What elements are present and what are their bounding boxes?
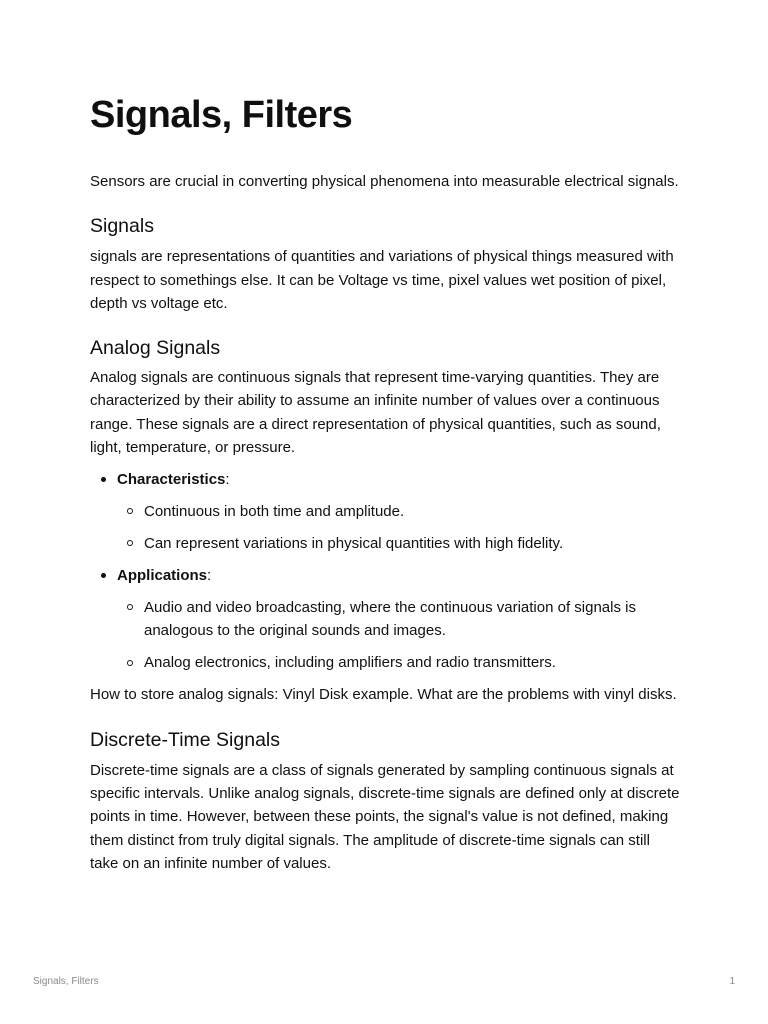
bullet-icon — [101, 477, 106, 482]
list-item-text: Can represent variations in physical quantities with high fidelity. — [144, 534, 564, 552]
footer-doc-name: Signals, Filters — [33, 976, 99, 987]
label-colon: : — [207, 567, 212, 585]
list-item — [117, 532, 680, 555]
list-item — [117, 651, 680, 674]
page-title: Signals, Filters — [90, 94, 353, 136]
hollow-bullet-icon — [127, 604, 133, 610]
list-item-applications — [90, 564, 680, 674]
hollow-bullet-icon — [127, 540, 133, 546]
list-item-characteristics — [90, 468, 680, 555]
discrete-time-heading: Discrete-Time Signals — [90, 728, 280, 751]
list-item-text: Audio and video broadcasting, where the continuous variation of signals is analogous to the original sounds and images. — [144, 598, 636, 639]
bullet-icon — [101, 573, 106, 578]
list-item-text: Analog electronics, including amplifiers and radio transmitters. — [144, 654, 556, 672]
document-page — [90, 0, 680, 1024]
characteristics-sublist — [117, 500, 680, 556]
signals-paragraph: signals are representations of quantities and variations of physical things measured with respect to somethings else. It can be Voltage vs time, pixel values wet position of pixel, depth vs voltage etc. — [90, 248, 674, 312]
analog-signals-list — [90, 468, 680, 674]
discrete-time-paragraph: Discrete-time signals are a class of signals generated by sampling continuous signals at specific intervals. Unlike analog signals, discrete-time signals are defined only at discrete points in time. However, between these points, the signal's value is not defined, making them distinct from truly digital signals. The amplitude of discrete-time signals can still take on an infinite number of values. — [90, 761, 680, 872]
signals-heading: Signals — [90, 215, 154, 238]
list-item — [117, 596, 680, 643]
applications-sublist — [117, 596, 680, 675]
analog-signals-heading: Analog Signals — [90, 337, 221, 360]
characteristics-label: Characteristics — [117, 471, 226, 489]
footer-page-number: 1 — [729, 976, 735, 987]
applications-label: Applications — [117, 567, 208, 585]
list-item-text: Continuous in both time and amplitude. — [144, 502, 405, 520]
list-item — [117, 500, 680, 523]
hollow-bullet-icon — [127, 508, 133, 514]
document-body — [90, 170, 680, 875]
label-colon: : — [225, 471, 230, 489]
storage-paragraph: How to store analog signals: Vinyl Disk example. What are the problems with vinyl disks. — [90, 686, 677, 704]
intro-paragraph: Sensors are crucial in converting physical phenomena into measurable electrical signals. — [90, 173, 679, 190]
hollow-bullet-icon — [127, 660, 133, 666]
analog-signals-paragraph: Analog signals are continuous signals that represent time-varying quantities. They are characterized by their ability to assume an infinite number of values over a continuous range. These signals are a direct representation of physical quantities, such as sound, light, temperature, or pressure. — [90, 369, 661, 457]
